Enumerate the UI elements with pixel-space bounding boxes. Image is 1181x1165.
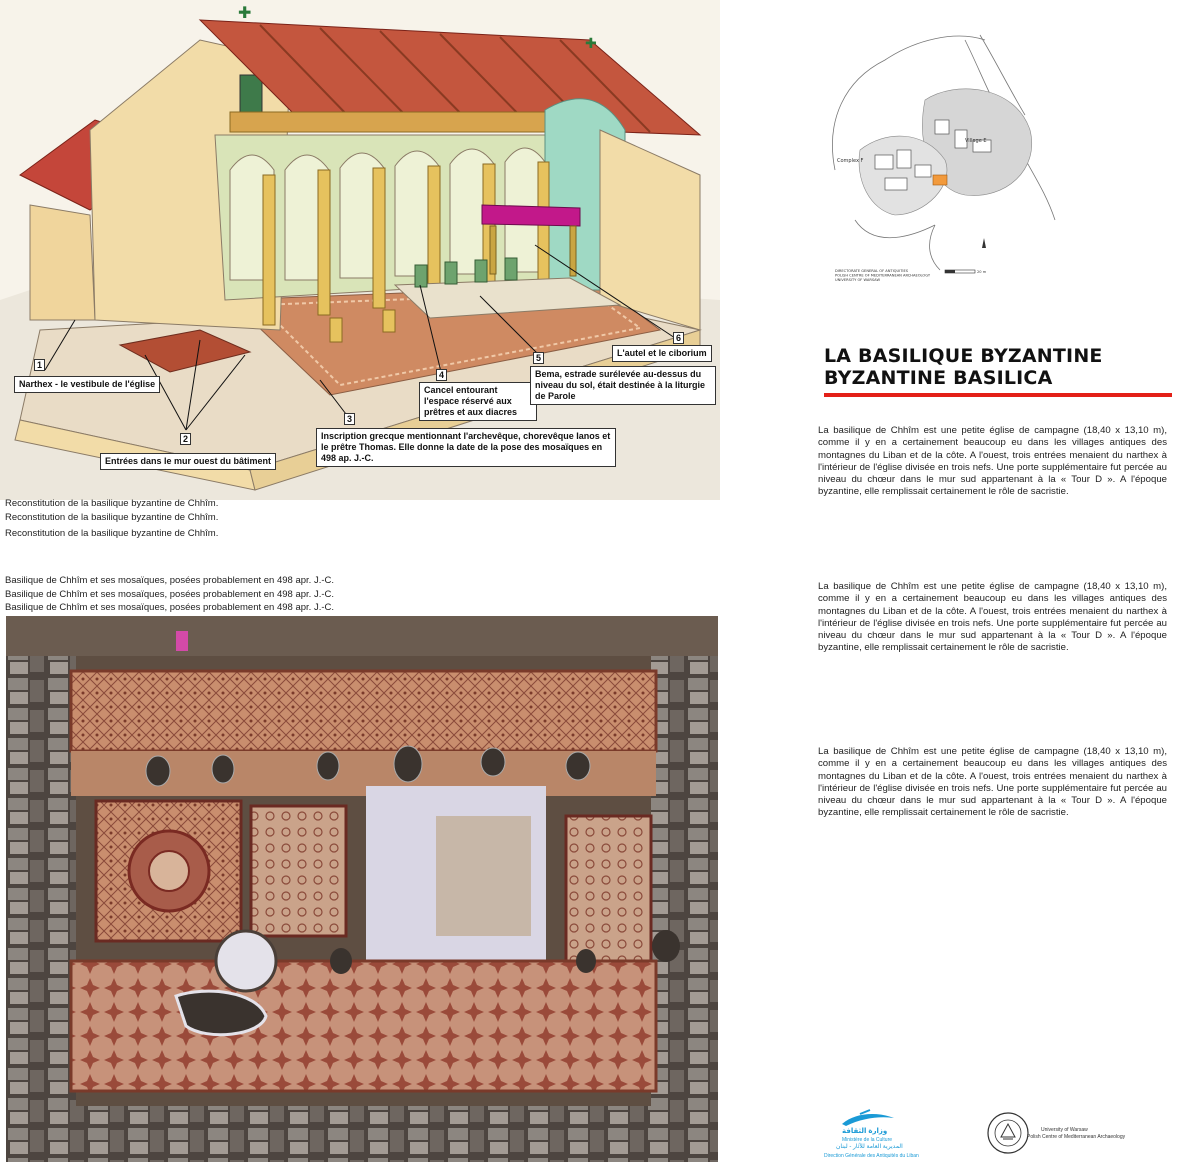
description-paragraph: La basilique de Chhîm est une petite église de campagne (18,40 x 13,10 m), comme il y en a certainement beaucoup eu dans les villages antiques des montagnes du Liban et de la côte. A l'ouest, trois entrées menaient du narthex à l'intérieur de l'église divisée en trois nefs. Une porte supplémentaire fut percée au niveau du chœur dans le mur sud appartenant à la « Tour D ». A l'époque byzantine, elle remplissait certainement le rôle de sacristie. xyxy=(818,746,1167,819)
label-number-3: 3 xyxy=(344,413,355,425)
site-plan-label-complex-f: Complex F xyxy=(837,158,864,164)
mosaic-floor-image xyxy=(6,616,718,1162)
north-arrow-icon xyxy=(982,238,986,248)
site-plan-scale: 20 m xyxy=(977,270,987,274)
label-altar-ciborium: L'autel et le ciborium xyxy=(612,345,712,362)
mosaic-photo xyxy=(6,616,718,1162)
site-plan-drawing xyxy=(815,20,1060,290)
directorate-arabic-title: المديرية العامة للآثار - لبنان xyxy=(836,1144,903,1150)
site-plan-map xyxy=(815,20,1060,290)
site-plan-credits-line: UNIVERSITY OF WARSAW xyxy=(835,278,880,282)
svg-text:✚: ✚ xyxy=(238,3,252,22)
label-west-entrances: Entrées dans le mur ouest du bâtiment xyxy=(100,453,276,470)
pcma-name: Polish Centre of Mediterranean Archaeology xyxy=(1027,1134,1126,1140)
label-number-5: 5 xyxy=(533,352,544,364)
site-plan-label-village-e: Village E xyxy=(965,138,987,144)
label-narthex: Narthex - le vestibule de l'église xyxy=(14,376,160,393)
title-english: BYZANTINE BASILICA xyxy=(824,367,1053,389)
reconstruction-caption: Reconstitution de la basilique byzantine de Chhîm. xyxy=(5,498,219,509)
label-cancel: Cancel entourant l'espace réservé aux prêtres et aux diacres xyxy=(419,382,537,421)
label-bema: Bema, estrade surélevée au-dessus du niveau du sol, était destinée à la liturgie de Parole xyxy=(530,366,716,405)
label-greek-inscription: Inscription grecque mentionnant l'archevêque, chorevêque Ianos et le prêtre Thomas. Elle donne la date de la pose des mosaïques en 498 ap. J.-C. xyxy=(316,428,616,467)
reconstruction-caption: Reconstitution de la basilique byzantine de Chhîm. xyxy=(5,528,219,539)
site-plan-credits xyxy=(835,269,931,282)
mosaic-caption: Basilique de Chhîm et ses mosaïques, posées probablement en 498 apr. J.-C. xyxy=(5,575,334,586)
basilica-illustration xyxy=(0,0,720,500)
reconstruction-caption: Reconstitution de la basilique byzantine de Chhîm. xyxy=(5,512,219,523)
site-plan-credits-line: DIRECTORATE GENERAL OF ANTIQUITIES xyxy=(835,269,909,273)
directorate-title: Direction Générale des Antiquités du Liban xyxy=(824,1153,919,1159)
label-number-6: 6 xyxy=(673,332,684,344)
site-plan-credits-line: POLISH CENTRE OF MEDITERRANEAN ARCHAEOLOGY xyxy=(835,273,931,278)
svg-text:✚: ✚ xyxy=(585,36,597,52)
title-rule xyxy=(824,393,1172,397)
ministry-of-culture-logo xyxy=(820,1108,930,1160)
description-paragraph: La basilique de Chhîm est une petite église de campagne (18,40 x 13,10 m), comme il y en a certainement beaucoup eu dans les villages antiques des montagnes du Liban et de la côte. A l'ouest, trois entrées menaient du narthex à l'intérieur de l'église divisée en trois nefs. Une porte supplémentaire fut percée au niveau du chœur dans le mur sud appartenant à la « Tour D ». A l'époque byzantine, elle remplissait certainement le rôle de sacristie. xyxy=(818,425,1167,498)
label-number-2: 2 xyxy=(180,433,191,445)
ministry-wave-icon xyxy=(820,1108,930,1130)
mosaic-caption: Basilique de Chhîm et ses mosaïques, posées probablement en 498 apr. J.-C. xyxy=(5,589,334,600)
ministry-title: Ministère de la Culture xyxy=(842,1137,893,1143)
ministry-arabic-title: وزارة الثقافة xyxy=(842,1128,888,1135)
mosaic-caption: Basilique de Chhîm et ses mosaïques, posées probablement en 498 apr. J.-C. xyxy=(5,602,334,613)
university-name: University of Warsaw xyxy=(1041,1127,1088,1133)
reconstruction-drawing xyxy=(0,0,720,500)
university-seal-icon xyxy=(985,1110,1031,1156)
label-number-4: 4 xyxy=(436,369,447,381)
description-paragraph: La basilique de Chhîm est une petite église de campagne (18,40 x 13,10 m), comme il y en a certainement beaucoup eu dans les villages antiques des montagnes du Liban et de la côte. A l'ouest, trois entrées menaient du narthex à l'intérieur de l'église divisée en trois nefs. Une porte supplémentaire fut percée au niveau du chœur dans le mur sud appartenant à la « Tour D ». A l'époque byzantine, elle remplissait certainement le rôle de sacristie. xyxy=(818,581,1167,654)
university-of-warsaw-logo xyxy=(985,1110,1155,1156)
title-block xyxy=(824,345,1172,397)
label-number-1: 1 xyxy=(34,359,45,371)
title-french: LA BASILIQUE BYZANTINE xyxy=(824,345,1103,367)
